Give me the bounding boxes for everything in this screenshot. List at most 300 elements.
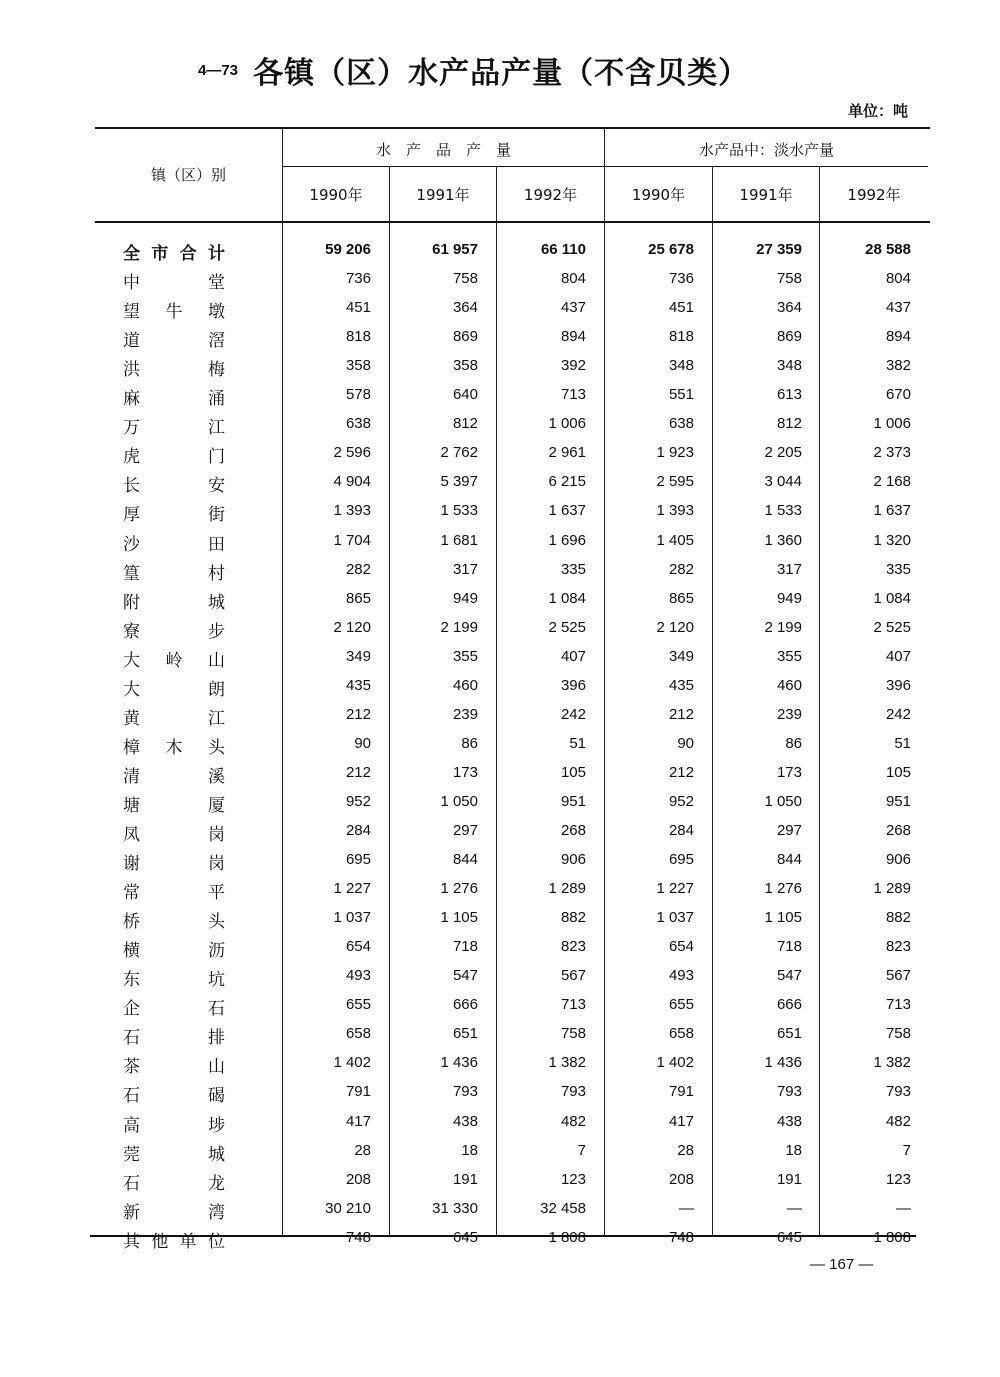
table-cell: 317 xyxy=(452,560,478,578)
table-row xyxy=(95,904,930,933)
row-label-char: 厦 xyxy=(208,795,225,816)
table-cell: 713 xyxy=(885,996,911,1014)
row-label xyxy=(123,733,225,758)
row-label xyxy=(123,1169,225,1194)
row-label xyxy=(123,878,225,903)
table-cell: 407 xyxy=(560,647,586,665)
row-label-char: 溪 xyxy=(208,766,225,787)
table-cell: 59 206 xyxy=(325,241,371,258)
table-cell: 173 xyxy=(452,763,478,781)
table-cell: 1 006 xyxy=(873,415,911,433)
table-cell: 392 xyxy=(560,357,586,375)
row-label-char: 街 xyxy=(208,505,225,526)
row-label xyxy=(123,791,225,816)
table-cell: 1 037 xyxy=(656,909,694,927)
table-cell: 1 637 xyxy=(873,502,911,520)
row-label-char: 茶 xyxy=(123,1057,140,1078)
row-label-char: 莞 xyxy=(123,1144,140,1165)
table-cell: 86 xyxy=(461,734,478,752)
row-label xyxy=(123,1227,225,1252)
table-row xyxy=(95,1108,930,1137)
table-cell: 382 xyxy=(885,357,911,375)
row-label-char: 城 xyxy=(208,1144,225,1165)
table-cell: 349 xyxy=(345,647,371,665)
table-cell: 894 xyxy=(560,328,586,346)
row-label xyxy=(123,994,225,1019)
table-cell: 952 xyxy=(668,792,694,810)
row-label-char: 涌 xyxy=(208,389,225,410)
table-cell: 1 050 xyxy=(440,792,478,810)
table-cell: 438 xyxy=(452,1112,478,1130)
table-cell: 1 681 xyxy=(440,531,478,549)
year-header: 1992年 xyxy=(847,186,901,204)
row-label-char: 篁 xyxy=(123,563,140,584)
table-cell: 654 xyxy=(345,938,371,956)
table-cell: 654 xyxy=(668,938,694,956)
table-cell: 335 xyxy=(885,560,911,578)
table-cell: 7 xyxy=(577,1141,586,1159)
table-cell: 865 xyxy=(668,589,694,607)
table-row xyxy=(95,730,930,759)
year-header: 1992年 xyxy=(523,186,578,204)
table-cell: 268 xyxy=(560,822,586,839)
row-label xyxy=(123,675,225,700)
table-cell: 1 289 xyxy=(548,880,586,898)
table-cell: 651 xyxy=(452,1025,478,1043)
table-cell: 437 xyxy=(885,299,911,317)
row-label-char: 堂 xyxy=(208,273,225,294)
row-label-char: 长 xyxy=(123,476,140,497)
table-cell: 793 xyxy=(776,1083,802,1101)
row-label xyxy=(123,530,225,555)
table-cell: 173 xyxy=(776,763,802,781)
row-label-char: 城 xyxy=(208,592,225,613)
row-label-char: 他 xyxy=(151,1231,169,1252)
table-cell: 567 xyxy=(885,967,911,985)
table-cell: 18 xyxy=(461,1141,478,1159)
row-label-char: 虎 xyxy=(123,447,140,468)
table-cell: 435 xyxy=(668,676,694,694)
row-label-char: 滘 xyxy=(208,331,225,352)
table-cell: 865 xyxy=(345,589,371,607)
table-cell: 713 xyxy=(560,386,586,404)
row-label-char: 石 xyxy=(123,1173,140,1194)
row-label xyxy=(123,820,225,845)
table-cell: 578 xyxy=(345,386,371,404)
row-label xyxy=(123,1140,225,1165)
row-label xyxy=(123,1023,225,1048)
table-cell: 105 xyxy=(560,763,586,781)
table-cell: — xyxy=(679,1199,694,1217)
table-row xyxy=(95,846,930,875)
table-cell: 655 xyxy=(668,996,694,1014)
table-row xyxy=(95,352,930,381)
table-cell: 5 397 xyxy=(440,473,478,491)
row-label-char: 头 xyxy=(208,737,225,758)
row-label xyxy=(123,965,225,990)
year-header: 1990年 xyxy=(631,186,686,204)
table-cell: 1 006 xyxy=(548,415,586,433)
table-cell: 823 xyxy=(560,938,586,956)
table-row xyxy=(95,381,930,410)
table-cell: 758 xyxy=(452,270,478,288)
row-label-char: 碣 xyxy=(208,1086,225,1107)
table-cell: 812 xyxy=(452,415,478,433)
table-cell: 655 xyxy=(345,996,371,1014)
table-cell: 748 xyxy=(668,1228,694,1246)
table-cell: 28 588 xyxy=(865,241,911,258)
table-cell: 1 320 xyxy=(873,531,911,549)
table-cell: 793 xyxy=(560,1083,586,1101)
table-cell: 242 xyxy=(885,705,911,723)
row-label xyxy=(123,617,225,642)
row-label-char: 岗 xyxy=(208,825,225,845)
table-row xyxy=(95,701,930,730)
row-label-char: 山 xyxy=(208,650,225,671)
table-cell: 666 xyxy=(452,996,478,1014)
row-label-char: 企 xyxy=(123,999,140,1020)
table-cell: 658 xyxy=(668,1025,694,1043)
table-cell: 212 xyxy=(345,705,371,723)
row-label xyxy=(123,907,225,932)
table-cell: 658 xyxy=(345,1025,371,1043)
row-label xyxy=(123,762,225,787)
table-cell: 2 596 xyxy=(333,444,371,462)
row-label-char: 大 xyxy=(123,679,140,700)
table-row xyxy=(95,759,930,788)
table-cell: 758 xyxy=(885,1025,911,1043)
table-cell: 212 xyxy=(345,763,371,781)
row-label xyxy=(123,268,225,293)
row-label-char: 合 xyxy=(179,244,197,264)
table-cell: 2 120 xyxy=(333,618,371,636)
table-cell: 949 xyxy=(452,589,478,607)
unit-label: 单位：吨 xyxy=(847,102,908,120)
table-cell: 407 xyxy=(885,647,911,665)
table-cell: 748 xyxy=(345,1228,371,1246)
row-label-char: 江 xyxy=(208,418,225,439)
row-label-char: 湾 xyxy=(208,1202,225,1223)
table-cell: 1 289 xyxy=(873,880,911,898)
row-label-char: 村 xyxy=(208,563,225,584)
row-label-char: 横 xyxy=(123,941,140,962)
table-cell: 32 458 xyxy=(540,1199,586,1217)
table-cell: 61 957 xyxy=(432,241,478,258)
row-label-char: 梅 xyxy=(208,360,225,381)
table-cell: 317 xyxy=(776,560,802,578)
table-cell: 396 xyxy=(560,676,586,694)
table-cell: 812 xyxy=(776,415,802,433)
row-label-char: 步 xyxy=(208,621,225,642)
table-cell: 212 xyxy=(668,705,694,723)
table-cell: 952 xyxy=(345,792,371,810)
row-label xyxy=(123,646,225,671)
table-cell: 547 xyxy=(776,967,802,985)
row-label-char: 麻 xyxy=(123,389,140,410)
row-label xyxy=(123,559,225,584)
row-label xyxy=(123,1111,225,1136)
table-cell: 451 xyxy=(668,299,694,317)
table-cell: 758 xyxy=(560,1025,586,1043)
table-cell: 438 xyxy=(776,1112,802,1130)
table-cell: 1 084 xyxy=(873,589,911,607)
table-cell: 1 360 xyxy=(764,531,802,549)
table-row xyxy=(95,1078,930,1107)
table-cell: 358 xyxy=(345,357,371,375)
table-cell: 348 xyxy=(776,357,802,375)
table-cell: 2 525 xyxy=(873,618,911,636)
table-row xyxy=(95,672,930,701)
table-row xyxy=(95,614,930,643)
table-cell: 123 xyxy=(560,1170,586,1188)
table-cell: 364 xyxy=(452,299,478,317)
table-row xyxy=(95,1020,930,1049)
table-cell: 1 405 xyxy=(656,531,694,549)
row-label-char: 岭 xyxy=(165,650,183,671)
year-header: 1991年 xyxy=(416,186,470,204)
table-cell: 6 215 xyxy=(548,473,586,491)
table-cell: 7 xyxy=(902,1141,911,1159)
table-cell: 2 595 xyxy=(656,473,694,491)
row-label-char: 中 xyxy=(123,273,140,294)
row-label-char: 新 xyxy=(123,1202,140,1223)
table-cell: 818 xyxy=(345,328,371,346)
table-cell: — xyxy=(896,1199,911,1217)
table-cell: 1 105 xyxy=(440,909,478,927)
table-cell: 2 762 xyxy=(440,444,478,462)
row-label-char: 位 xyxy=(207,1231,225,1252)
table-cell: 736 xyxy=(345,270,371,288)
row-label-char: 朗 xyxy=(208,679,225,700)
table-cell: 793 xyxy=(885,1083,911,1101)
table-cell: 1 037 xyxy=(333,909,371,927)
table-cell: 1 382 xyxy=(873,1054,911,1072)
table-cell: 844 xyxy=(452,851,478,869)
table-cell: 355 xyxy=(452,647,478,665)
table-cell: 949 xyxy=(776,589,802,607)
table-cell: 718 xyxy=(452,938,478,956)
row-label-char: 石 xyxy=(208,999,225,1020)
table-cell: 2 373 xyxy=(873,444,911,462)
table-cell: 718 xyxy=(776,938,802,956)
table-row xyxy=(95,294,930,323)
row-label-char: 石 xyxy=(123,1028,140,1049)
row-label xyxy=(123,849,225,874)
table-cell: 1 402 xyxy=(333,1054,371,1072)
table-cell: 1 808 xyxy=(548,1228,586,1246)
table-cell: 51 xyxy=(569,734,586,752)
table-cell: 51 xyxy=(894,734,911,752)
row-label xyxy=(123,1198,225,1223)
table-cell: 713 xyxy=(560,996,586,1014)
table-cell: 651 xyxy=(776,1025,802,1043)
table-cell: 1 808 xyxy=(873,1228,911,1246)
table-cell: 1 382 xyxy=(548,1054,586,1072)
table-cell: 396 xyxy=(885,676,911,694)
table-cell: 844 xyxy=(776,851,802,869)
row-label-char: 附 xyxy=(123,592,140,613)
table-row xyxy=(95,468,930,497)
table-cell: — xyxy=(787,1199,802,1217)
table-cell: 239 xyxy=(452,705,478,723)
table-row xyxy=(95,527,930,556)
table-cell: 1 696 xyxy=(548,531,586,549)
table-cell: 804 xyxy=(560,270,586,288)
table-cell: 882 xyxy=(885,909,911,927)
table-cell: 28 xyxy=(677,1141,694,1159)
table-cell: 547 xyxy=(452,967,478,985)
table-cell: 1 050 xyxy=(764,792,802,810)
group-header-freshwater: 水产品中：淡水产量 xyxy=(698,141,834,159)
row-label-char: 木 xyxy=(165,737,183,758)
table-cell: 1 276 xyxy=(440,880,478,898)
table-cell: 66 110 xyxy=(540,241,586,258)
table-cell: 90 xyxy=(354,734,371,752)
page-number: — 167 — xyxy=(810,1256,874,1273)
table-cell: 1 637 xyxy=(548,502,586,520)
row-label-char: 龙 xyxy=(208,1173,225,1194)
row-label xyxy=(123,355,225,380)
row-label-char: 坑 xyxy=(208,970,225,991)
table-cell: 1 105 xyxy=(764,909,802,927)
row-label-char: 寮 xyxy=(123,621,140,642)
table-cell: 191 xyxy=(776,1170,802,1188)
row-label-char: 排 xyxy=(208,1028,225,1049)
table-cell: 951 xyxy=(885,792,911,810)
table-title-text: 各镇（区）水产品产量（不含贝类） xyxy=(253,56,750,91)
table-cell: 2 199 xyxy=(440,618,478,636)
table-cell: 613 xyxy=(776,386,802,404)
row-label-char: 全 xyxy=(123,244,140,264)
table-cell: 297 xyxy=(776,822,802,839)
table-cell: 460 xyxy=(776,676,802,694)
table-cell: 551 xyxy=(668,386,694,404)
table-row xyxy=(95,1137,930,1166)
group-rule xyxy=(283,166,928,167)
row-label xyxy=(123,413,225,438)
table-cell: 348 xyxy=(668,357,694,375)
table-cell: 695 xyxy=(345,851,371,869)
row-label xyxy=(123,442,225,467)
table-cell: 417 xyxy=(345,1112,371,1130)
table-cell: 670 xyxy=(885,386,911,404)
row-label-char: 大 xyxy=(123,650,140,671)
row-label-char: 凤 xyxy=(123,825,140,845)
table-cell: 2 525 xyxy=(548,618,586,636)
row-label xyxy=(123,297,225,322)
table-row xyxy=(95,788,930,817)
row-label-char: 其 xyxy=(123,1231,140,1252)
table-cell: 1 436 xyxy=(764,1054,802,1072)
table-cell: 638 xyxy=(345,415,371,433)
table-row xyxy=(95,962,930,991)
table-row xyxy=(95,875,930,904)
row-label-char: 平 xyxy=(208,883,225,904)
row-label-char: 埗 xyxy=(208,1115,225,1136)
table-row xyxy=(95,410,930,439)
table-cell: 493 xyxy=(345,967,371,985)
table-cell: 482 xyxy=(560,1112,586,1130)
table-cell: 906 xyxy=(885,851,911,869)
table-row xyxy=(95,323,930,352)
row-label-char: 厚 xyxy=(123,505,140,526)
table-cell: 823 xyxy=(885,938,911,956)
row-label-char: 头 xyxy=(208,912,225,933)
table-cell: 869 xyxy=(452,328,478,346)
table-cell: 2 961 xyxy=(548,444,586,462)
table-cell: 951 xyxy=(560,792,586,810)
row-label-char: 清 xyxy=(123,766,140,787)
year-header: 1991年 xyxy=(739,186,793,204)
row-label-char: 洪 xyxy=(123,360,140,381)
table-cell: 894 xyxy=(885,328,911,346)
table-cell: 435 xyxy=(345,676,371,694)
table-cell: 1 704 xyxy=(333,531,371,549)
table-cell: 1 276 xyxy=(764,880,802,898)
table-cell: 567 xyxy=(560,967,586,985)
table-cell: 460 xyxy=(452,676,478,694)
table-cell: 2 199 xyxy=(764,618,802,636)
table-cell: 645 xyxy=(452,1228,478,1246)
table-cell: 482 xyxy=(885,1112,911,1130)
header-bottom-rule xyxy=(95,221,930,223)
table-cell: 793 xyxy=(452,1083,478,1101)
row-label xyxy=(123,936,225,961)
table-cell: 28 xyxy=(354,1141,371,1159)
row-label xyxy=(123,384,225,409)
row-label xyxy=(123,239,225,264)
row-label-char: 沥 xyxy=(208,941,225,962)
row-label xyxy=(123,1081,225,1106)
table-cell: 695 xyxy=(668,851,694,869)
table-cell: 882 xyxy=(560,909,586,927)
table-row xyxy=(95,933,930,962)
table-cell: 297 xyxy=(452,822,478,839)
row-label-header: 镇（区）别 xyxy=(150,166,226,184)
table-cell: 212 xyxy=(668,763,694,781)
table-cell: 349 xyxy=(668,647,694,665)
table-cell: 90 xyxy=(677,734,694,752)
row-label-char: 江 xyxy=(208,708,225,729)
table-cell: 335 xyxy=(560,560,586,578)
table-cell: 1 393 xyxy=(656,502,694,520)
table-row xyxy=(95,1166,930,1195)
table-number: 4—73 xyxy=(198,61,239,79)
table-cell: 1 436 xyxy=(440,1054,478,1072)
row-label xyxy=(123,471,225,496)
table-cell: 1 923 xyxy=(656,444,694,462)
table-row xyxy=(95,556,930,585)
table-cell: 638 xyxy=(668,415,694,433)
table-cell: 666 xyxy=(776,996,802,1014)
table-cell: 208 xyxy=(345,1170,371,1188)
row-label-char: 黄 xyxy=(123,708,140,729)
table-cell: 640 xyxy=(452,386,478,404)
top-rule xyxy=(95,127,930,129)
row-label-char: 樟 xyxy=(123,737,140,758)
table-cell: 437 xyxy=(560,299,586,317)
row-label xyxy=(123,704,225,729)
row-label-char: 墩 xyxy=(208,302,225,323)
row-label-char: 桥 xyxy=(123,912,140,933)
year-header: 1990年 xyxy=(309,186,363,204)
table-row xyxy=(95,585,930,614)
table-title xyxy=(198,48,749,92)
table-cell: 268 xyxy=(885,822,911,839)
table-cell: 2 168 xyxy=(873,473,911,491)
row-label-char: 道 xyxy=(123,331,140,352)
table-cell: 2 120 xyxy=(656,618,694,636)
